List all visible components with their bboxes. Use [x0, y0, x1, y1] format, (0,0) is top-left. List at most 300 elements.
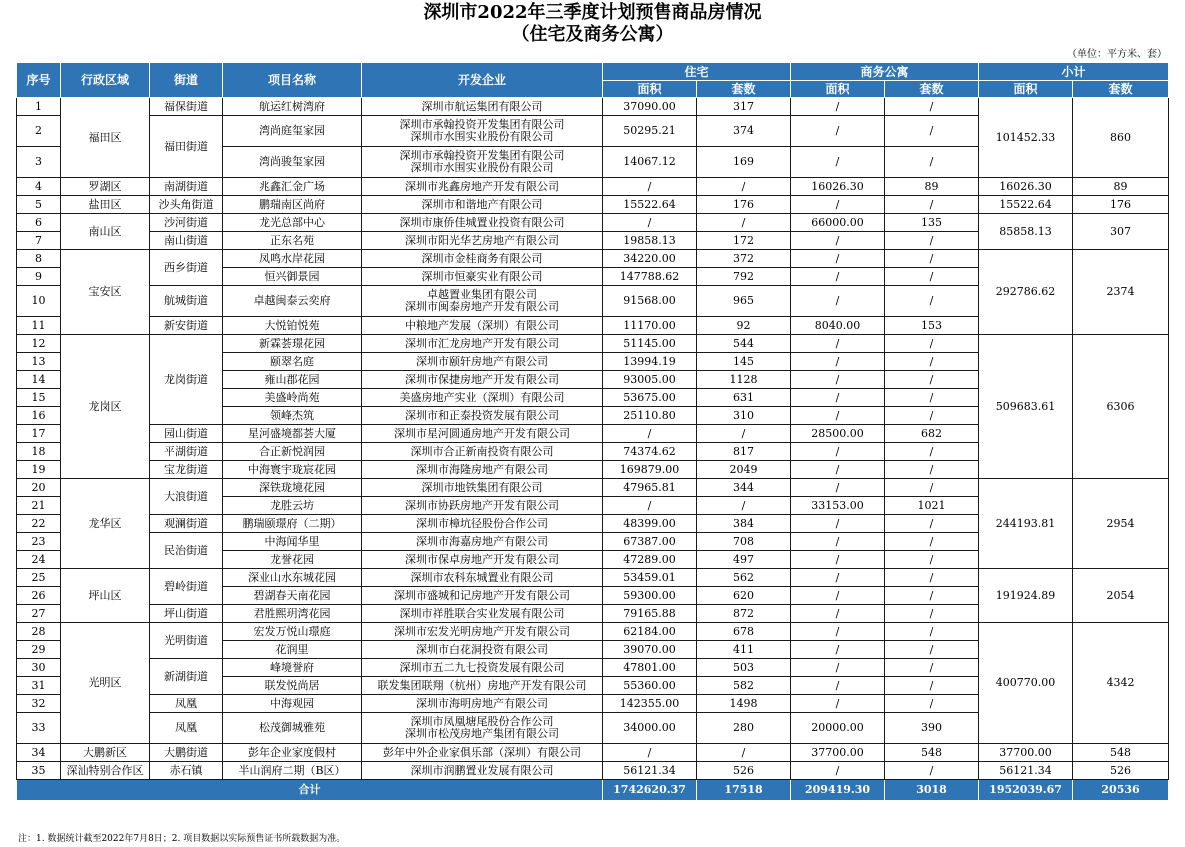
developer-name: 深圳市地铁集团有限公司	[421, 480, 543, 494]
developer-cell	[362, 479, 603, 497]
row-index: 17	[17, 425, 61, 443]
subtotal-units: 2054	[1073, 569, 1169, 623]
project-name: 彭年企业家度假村	[223, 744, 362, 762]
residential-units: 317	[697, 98, 791, 116]
apartment-area: /	[791, 533, 885, 551]
row-index: 32	[17, 695, 61, 713]
row-index: 5	[17, 196, 61, 214]
project-name: 合正新悦润园	[223, 443, 362, 461]
project-name: 宏发万悦山璟庭	[223, 623, 362, 641]
project-name: 大悦铂悦苑	[223, 317, 362, 335]
developer-cell	[362, 533, 603, 551]
developer-name: 深圳市星河圆通房地产开发有限公司	[394, 426, 570, 440]
apartment-area: /	[791, 479, 885, 497]
subtotal-units: 548	[1073, 744, 1169, 762]
row-index: 14	[17, 371, 61, 389]
developer-cell	[362, 214, 603, 232]
residential-area: 55360.00	[603, 677, 697, 695]
developer-cell	[362, 425, 603, 443]
apartment-area: /	[791, 250, 885, 268]
residential-area: 51145.00	[603, 335, 697, 353]
project-name: 联发悦尚居	[223, 677, 362, 695]
apartment-units: /	[885, 389, 979, 407]
developer-name: 深圳市合正新南投资有限公司	[410, 444, 554, 458]
residential-units: 310	[697, 407, 791, 425]
developer-cell	[362, 116, 603, 147]
row-index: 22	[17, 515, 61, 533]
table-row	[17, 744, 1169, 762]
row-index: 8	[17, 250, 61, 268]
street-cell: 新安街道	[150, 317, 223, 335]
residential-units: /	[697, 178, 791, 196]
apartment-area: /	[791, 762, 885, 780]
header-apt-units: 套数	[885, 81, 979, 98]
project-name: 半山润府二期（B区）	[223, 762, 362, 780]
table-row	[17, 335, 1169, 353]
subtotal-area: 15522.64	[979, 196, 1073, 214]
row-index: 2	[17, 116, 61, 147]
developer-cell	[362, 587, 603, 605]
residential-area: 79165.88	[603, 605, 697, 623]
project-name: 碧湖春天南花园	[223, 587, 362, 605]
apartment-units: /	[885, 587, 979, 605]
row-index: 34	[17, 744, 61, 762]
subtotal-units: 2954	[1073, 479, 1169, 569]
row-index: 16	[17, 407, 61, 425]
residential-units: 678	[697, 623, 791, 641]
header-res-units: 套数	[697, 81, 791, 98]
row-index: 25	[17, 569, 61, 587]
developer-cell	[362, 605, 603, 623]
developer-name: 深圳市康侨佳城置业投资有限公司	[399, 215, 565, 229]
apartment-area: 16026.30	[791, 178, 885, 196]
developer-name: 深圳市汇龙房地产开发有限公司	[405, 336, 559, 350]
residential-area: 19858.13	[603, 232, 697, 250]
developer-cell	[362, 250, 603, 268]
apartment-units: /	[885, 659, 979, 677]
page-title: 深圳市2022年三季度计划预售商品房情况	[423, 2, 762, 23]
apartment-area: /	[791, 147, 885, 178]
street-cell: 赤石镇	[150, 762, 223, 780]
table-row	[17, 178, 1169, 196]
street-cell: 西乡街道	[150, 250, 223, 286]
apartment-area: 37700.00	[791, 744, 885, 762]
subtotal-area: 509683.61	[979, 335, 1073, 479]
apartment-area: 33153.00	[791, 497, 885, 515]
street-cell: 南湖街道	[150, 178, 223, 196]
developer-name: 深圳市白花洞投资有限公司	[416, 642, 548, 656]
developer-cell	[362, 659, 603, 677]
subtotal-area: 56121.34	[979, 762, 1073, 780]
row-index: 11	[17, 317, 61, 335]
developer-name: 深圳市宏发光明房地产开发有限公司	[394, 624, 570, 638]
subtotal-units: 89	[1073, 178, 1169, 196]
developer-cell	[362, 551, 603, 569]
residential-area: 15522.64	[603, 196, 697, 214]
table-header	[17, 63, 1169, 98]
apartment-units: /	[885, 335, 979, 353]
residential-units: 1498	[697, 695, 791, 713]
apartment-units: /	[885, 116, 979, 147]
apartment-area: 28500.00	[791, 425, 885, 443]
district-cell: 坪山区	[61, 569, 150, 623]
row-index: 29	[17, 641, 61, 659]
subtotal-units: 860	[1073, 98, 1169, 178]
street-cell: 福田街道	[150, 116, 223, 178]
residential-units: 172	[697, 232, 791, 250]
residential-area: /	[603, 178, 697, 196]
residential-units: 176	[697, 196, 791, 214]
apartment-area: /	[791, 98, 885, 116]
row-index: 33	[17, 713, 61, 744]
developer-name: 深圳市和正泰投资发展有限公司	[405, 408, 559, 422]
apartment-area: 20000.00	[791, 713, 885, 744]
residential-units: /	[697, 425, 791, 443]
developer-cell	[362, 371, 603, 389]
project-name: 鹏瑞颐璟府（二期）	[223, 515, 362, 533]
project-name: 湾尚庭玺家园	[223, 116, 362, 147]
apartment-units: /	[885, 515, 979, 533]
street-cell: 福保街道	[150, 98, 223, 116]
apartment-area: /	[791, 407, 885, 425]
street-cell: 大鹏街道	[150, 744, 223, 762]
apartment-area: /	[791, 605, 885, 623]
subtotal-units: 176	[1073, 196, 1169, 214]
district-cell: 龙华区	[61, 479, 150, 569]
street-cell: 民治街道	[150, 533, 223, 569]
residential-units: 372	[697, 250, 791, 268]
developer-name: 深圳市承翰投资开发集团有限公司	[399, 149, 565, 162]
residential-area: 56121.34	[603, 762, 697, 780]
developer-cell	[362, 762, 603, 780]
apartment-area: /	[791, 569, 885, 587]
developer-name: 深圳市凤凰塘尾股份合作公司	[410, 715, 554, 728]
subtotal-units: 6306	[1073, 335, 1169, 479]
project-name: 龙誉花园	[223, 551, 362, 569]
district-cell: 大鹏新区	[61, 744, 150, 762]
developer-name: 深圳市颐轩房地产有限公司	[416, 354, 548, 368]
subtotal-area: 292786.62	[979, 250, 1073, 335]
residential-area: 91568.00	[603, 286, 697, 317]
street-cell: 凤凰	[150, 695, 223, 713]
developer-name: 深圳市航运集团有限公司	[421, 99, 543, 113]
apartment-units: /	[885, 695, 979, 713]
row-index: 24	[17, 551, 61, 569]
residential-area: 50295.21	[603, 116, 697, 147]
residential-area: 37090.00	[603, 98, 697, 116]
table-footer	[17, 780, 1169, 801]
apartment-area: /	[791, 353, 885, 371]
header-district: 行政区域	[61, 63, 150, 98]
developer-name: 深圳市恒豪实业有限公司	[421, 269, 543, 283]
developer-cell	[362, 713, 603, 744]
project-name: 君胜熙玥湾花园	[223, 605, 362, 623]
project-name: 新霖荟璟花园	[223, 335, 362, 353]
subtotal-units: 526	[1073, 762, 1169, 780]
developer-name: 深圳市兆鑫房地产开发有限公司	[405, 179, 559, 193]
residential-units: 384	[697, 515, 791, 533]
apartment-units: /	[885, 623, 979, 641]
developer-name: 深圳市协跃房地产开发有限公司	[405, 498, 559, 512]
project-name: 星河盛境都荟大厦	[223, 425, 362, 443]
residential-units: 792	[697, 268, 791, 286]
apartment-area: /	[791, 268, 885, 286]
residential-area: /	[603, 425, 697, 443]
street-cell: 园山街道	[150, 425, 223, 443]
developer-name: 深圳市盛城和记房地产开发有限公司	[394, 588, 570, 602]
project-name: 鹏瑞南区尚府	[223, 196, 362, 214]
developer-name: 美盛房地产实业（深圳）有限公司	[399, 390, 565, 404]
developer-name: 深圳市闽泰房地产开发有限公司	[405, 300, 559, 313]
row-index: 26	[17, 587, 61, 605]
apartment-units: 89	[885, 178, 979, 196]
apartment-units: /	[885, 762, 979, 780]
district-cell: 盐田区	[61, 196, 150, 214]
district-cell: 深汕特别合作区	[61, 762, 150, 780]
developer-name: 深圳市农科东城置业有限公司	[410, 570, 554, 584]
street-cell: 凤凰	[150, 713, 223, 744]
residential-units: 145	[697, 353, 791, 371]
project-name: 恒兴御景园	[223, 268, 362, 286]
apartment-area: /	[791, 587, 885, 605]
apartment-units: /	[885, 371, 979, 389]
table-row	[17, 569, 1169, 587]
residential-units: 526	[697, 762, 791, 780]
residential-units: 344	[697, 479, 791, 497]
header-apt-area: 面积	[791, 81, 885, 98]
residential-area: 47801.00	[603, 659, 697, 677]
subtotal-area: 400770.00	[979, 623, 1073, 744]
row-index: 15	[17, 389, 61, 407]
residential-units: 1128	[697, 371, 791, 389]
developer-name: 深圳市水围实业股份有限公司	[410, 130, 554, 143]
project-name: 凤鸣水岸花园	[223, 250, 362, 268]
row-index: 19	[17, 461, 61, 479]
total-label: 合计	[17, 780, 603, 801]
developer-cell	[362, 389, 603, 407]
residential-area: 147788.62	[603, 268, 697, 286]
row-index: 21	[17, 497, 61, 515]
apartment-units: /	[885, 98, 979, 116]
table-row	[17, 98, 1169, 116]
developer-cell	[362, 677, 603, 695]
project-name: 雍山郡花园	[223, 371, 362, 389]
residential-units: 872	[697, 605, 791, 623]
project-name: 美盛岭尚苑	[223, 389, 362, 407]
project-name: 花润里	[223, 641, 362, 659]
apartment-units: /	[885, 569, 979, 587]
row-index: 6	[17, 214, 61, 232]
project-name: 正东名苑	[223, 232, 362, 250]
street-cell: 光明街道	[150, 623, 223, 659]
subtotal-units: 4342	[1073, 623, 1169, 744]
residential-area: /	[603, 744, 697, 762]
residential-area: 34000.00	[603, 713, 697, 744]
row-index: 13	[17, 353, 61, 371]
unit-note: （单位：平方米、套）	[1067, 49, 1167, 60]
apartment-units: /	[885, 443, 979, 461]
developer-cell	[362, 443, 603, 461]
apartment-units: /	[885, 551, 979, 569]
apartment-units: /	[885, 147, 979, 178]
residential-units: 708	[697, 533, 791, 551]
residential-units: 562	[697, 569, 791, 587]
residential-area: 11170.00	[603, 317, 697, 335]
apartment-area: 8040.00	[791, 317, 885, 335]
residential-area: 14067.12	[603, 147, 697, 178]
project-name: 卓越闽泰云奕府	[223, 286, 362, 317]
developer-name: 深圳市保捷房地产开发有限公司	[405, 372, 559, 386]
developer-name: 深圳市五二九七投资发展有限公司	[399, 660, 565, 674]
row-index: 10	[17, 286, 61, 317]
project-name: 深业山水东城花园	[223, 569, 362, 587]
apartment-units: /	[885, 677, 979, 695]
table-row	[17, 196, 1169, 214]
developer-name: 彭年中外企业家俱乐部（深圳）有限公司	[383, 745, 581, 759]
developer-cell	[362, 335, 603, 353]
apartment-units: 135	[885, 214, 979, 232]
residential-area: /	[603, 214, 697, 232]
footnote: 注：1. 数据统计截至2022年7月8日；2. 项目数据以实际预售证书所载数据为准。	[18, 834, 346, 844]
apartment-units: 153	[885, 317, 979, 335]
street-cell: 南山街道	[150, 232, 223, 250]
developer-cell	[362, 744, 603, 762]
district-cell: 福田区	[61, 98, 150, 178]
project-name: 湾尚骏玺家园	[223, 147, 362, 178]
district-cell: 光明区	[61, 623, 150, 744]
residential-area: 53675.00	[603, 389, 697, 407]
developer-cell	[362, 98, 603, 116]
apartment-area: /	[791, 641, 885, 659]
residential-units: /	[697, 744, 791, 762]
street-cell: 观澜街道	[150, 515, 223, 533]
row-index: 1	[17, 98, 61, 116]
residential-units: /	[697, 497, 791, 515]
table-row	[17, 250, 1169, 268]
apartment-area: /	[791, 389, 885, 407]
total-sub-area: 1952039.67	[979, 780, 1073, 801]
project-name: 龙胜云坊	[223, 497, 362, 515]
header-sub-area: 面积	[979, 81, 1073, 98]
developer-name: 深圳市润鹏置业发展有限公司	[410, 763, 554, 777]
developer-cell	[362, 641, 603, 659]
header-subtotal: 小计	[979, 63, 1169, 81]
developer-name: 深圳市海隆房地产有限公司	[416, 462, 548, 476]
residential-units: 544	[697, 335, 791, 353]
residential-units: 965	[697, 286, 791, 317]
project-name: 中海闻华里	[223, 533, 362, 551]
project-name: 航运红树湾府	[223, 98, 362, 116]
apartment-units: /	[885, 268, 979, 286]
developer-cell	[362, 232, 603, 250]
residential-units: 280	[697, 713, 791, 744]
table-row	[17, 623, 1169, 641]
apartment-units: /	[885, 286, 979, 317]
project-name: 兆鑫汇金广场	[223, 178, 362, 196]
residential-area: 34220.00	[603, 250, 697, 268]
project-name: 深铁珑境花园	[223, 479, 362, 497]
row-index: 30	[17, 659, 61, 677]
developer-name: 卓越置业集团有限公司	[427, 288, 537, 301]
apartment-area: /	[791, 551, 885, 569]
residential-area: 48399.00	[603, 515, 697, 533]
apartment-area: /	[791, 286, 885, 317]
residential-units: 2049	[697, 461, 791, 479]
residential-area: 53459.01	[603, 569, 697, 587]
total-res-area: 1742620.37	[603, 780, 697, 801]
project-name: 中海寰宇珑宸花园	[223, 461, 362, 479]
developer-name: 深圳市松茂房地产集团有限公司	[405, 727, 559, 740]
residential-area: 13994.19	[603, 353, 697, 371]
header-project: 项目名称	[223, 63, 362, 98]
apartment-area: /	[791, 232, 885, 250]
district-cell: 罗湖区	[61, 178, 150, 196]
developer-name: 深圳市海嘉房地产有限公司	[416, 534, 548, 548]
project-name: 颐翠名庭	[223, 353, 362, 371]
project-name: 龙光总部中心	[223, 214, 362, 232]
page-subtitle: （住宅及商务公寓）	[511, 24, 674, 45]
developer-cell	[362, 317, 603, 335]
residential-units: 411	[697, 641, 791, 659]
apartment-area: /	[791, 461, 885, 479]
row-index: 3	[17, 147, 61, 178]
residential-units: 92	[697, 317, 791, 335]
street-cell: 龙岗街道	[150, 335, 223, 425]
row-index: 9	[17, 268, 61, 286]
apartment-area: /	[791, 623, 885, 641]
apartment-units: /	[885, 605, 979, 623]
developer-name: 联发集团联翔（杭州）房地产开发有限公司	[377, 678, 587, 692]
header-apartment: 商务公寓	[791, 63, 979, 81]
street-cell: 大浪街道	[150, 479, 223, 515]
apartment-area: /	[791, 515, 885, 533]
row-index: 31	[17, 677, 61, 695]
header-street: 街道	[150, 63, 223, 98]
header-res-area: 面积	[603, 81, 697, 98]
developer-cell	[362, 623, 603, 641]
row-index: 28	[17, 623, 61, 641]
table-row	[17, 479, 1169, 497]
project-name: 领峰杰筑	[223, 407, 362, 425]
apartment-area: /	[791, 659, 885, 677]
table-body	[17, 98, 1169, 780]
subtotal-area: 191924.89	[979, 569, 1073, 623]
apartment-units: 1021	[885, 497, 979, 515]
developer-cell	[362, 196, 603, 214]
developer-cell	[362, 515, 603, 533]
developer-name: 深圳市和谐地产有限公司	[421, 197, 543, 211]
residential-area: 39070.00	[603, 641, 697, 659]
residential-area: 47965.81	[603, 479, 697, 497]
developer-name: 深圳市水围实业股份有限公司	[410, 161, 554, 174]
developer-cell	[362, 407, 603, 425]
street-cell: 碧岭街道	[150, 569, 223, 605]
developer-cell	[362, 569, 603, 587]
apartment-units: /	[885, 407, 979, 425]
street-cell: 宝龙街道	[150, 461, 223, 479]
residential-units: 374	[697, 116, 791, 147]
row-index: 20	[17, 479, 61, 497]
developer-cell	[362, 461, 603, 479]
subtotal-area: 244193.81	[979, 479, 1073, 569]
row-index: 27	[17, 605, 61, 623]
apartment-units: 682	[885, 425, 979, 443]
residential-units: 503	[697, 659, 791, 677]
apartment-units: /	[885, 232, 979, 250]
developer-cell	[362, 268, 603, 286]
street-cell: 平湖街道	[150, 443, 223, 461]
row-index: 18	[17, 443, 61, 461]
